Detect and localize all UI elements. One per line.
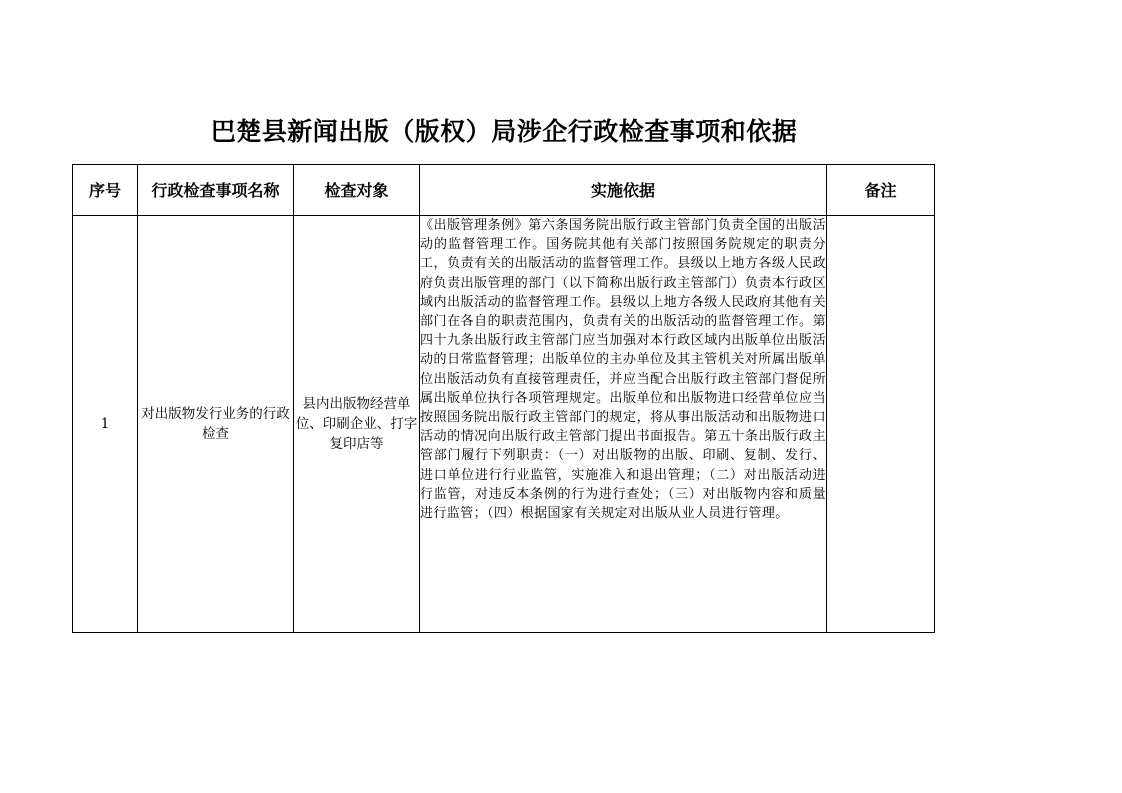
table-header-row <box>73 165 935 216</box>
header-basis: 实施依据 <box>420 165 827 216</box>
row-item-name: 对出版物发行业务的行政检查 <box>138 216 294 633</box>
row-inspection-object: 县内出版物经营单位、印刷企业、打字复印店等 <box>294 216 420 633</box>
table-row <box>73 216 935 633</box>
header-inspection-object: 检查对象 <box>294 165 420 216</box>
page-title: 巴楚县新闻出版（版权）局涉企行政检查事项和依据 <box>210 117 798 146</box>
header-index: 序号 <box>73 165 138 216</box>
header-remark: 备注 <box>827 165 935 216</box>
row-index: 1 <box>73 216 138 633</box>
inspection-table <box>72 164 935 633</box>
row-basis: 《出版管理条例》第六条国务院出版行政主管部门负责全国的出版活动的监督管理工作。国务院其他有关部门按照国务院规定的职责分工，负责有关的出版活动的监督管理工作。县级以上地方各级人民政府负责出版管理的部门（以下简称出版行政主管部门）负责本行政区域内出版活动的监督管理工作。县级以上地方各级人民政府其他有关部门在各自的职责范围内，负责有关的出版活动的监督管理工作。第四十九条出版行政主管部门应当加强对本行政区域内出版单位出版活动的日常监督管理；出版单位的主办单位及其主管机关对所属出版单位出版活动负有直接管理责任，并应当配合出版行政主管部门督促所属出版单位执行各项管理规定。出版单位和出版物进口经营单位应当按照国务院出版行政主管部门的规定，将从事出版活动和出版物进口活动的情况向出版行政主管部门提出书面报告。第五十条出版行政主管部门履行下列职责：（一）对出版物的出版、印刷、复制、发行、进口单位进行行业监管，实施准入和退出管理；（二）对出版活动进行监管，对违反本条例的行为进行查处；（三）对出版物内容和质量进行监管；（四）根据国家有关规定对出版从业人员进行管理。 <box>420 216 827 633</box>
row-remark <box>827 216 935 633</box>
header-item-name: 行政检查事项名称 <box>138 165 294 216</box>
